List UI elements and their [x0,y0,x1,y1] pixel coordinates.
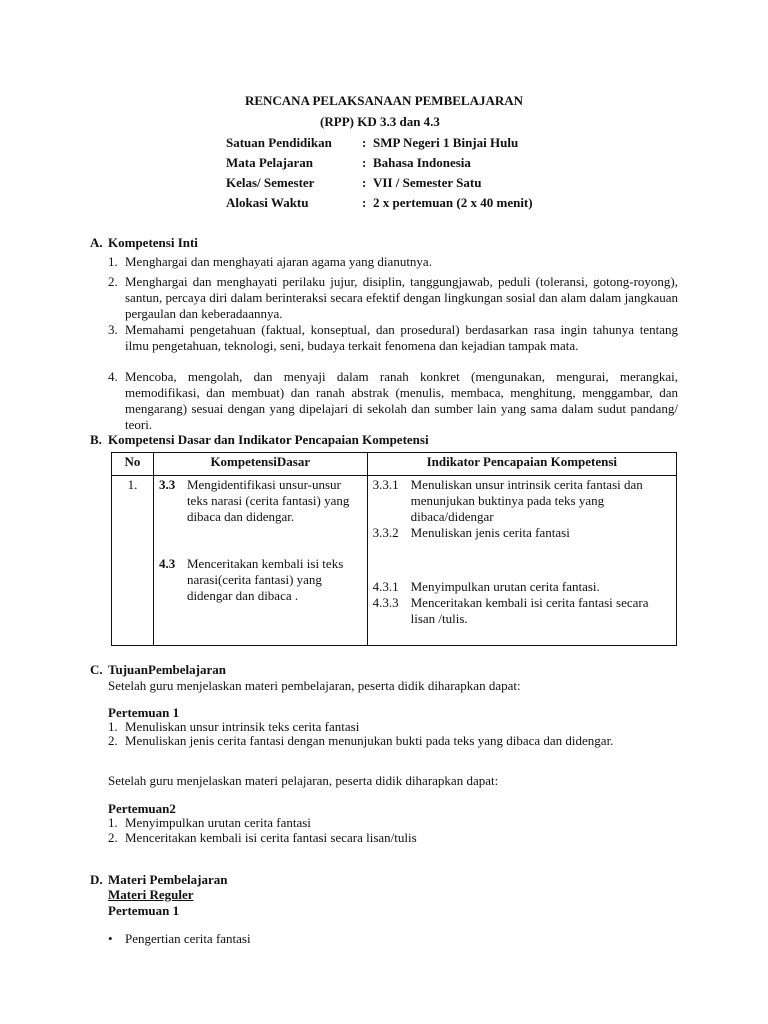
material-subtitle: Materi Reguler [108,887,194,902]
meta-colon: : [362,135,367,150]
list-item: 2. Menceritakan kembali isi cerita fantasi secara lisan/tulis [108,830,417,845]
page-title: RENCANA PELAKSANAAN PEMBELAJARAN [244,93,524,108]
meeting-title: Pertemuan 1 [108,705,180,720]
meta-row-satuan [226,135,626,155]
meta-colon: : [362,175,367,190]
list-item: 2. Menuliskan jenis cerita fantasi dengan menunjukan bukti pada teks yang dibaca dan didengar. [108,733,614,748]
table-cell-no: 1. [112,476,154,646]
table-row [112,476,677,646]
list-item: 1. Menuliskan unsur intrinsik teks cerita fantasi [108,719,360,734]
section-b-heading: B. Kompetensi Dasar dan Indikator Pencapaian Kompetensi [90,432,429,447]
section-d-heading: D. Materi Pembelajaran [90,872,228,887]
section-a-heading: A. Kompetensi Inti [90,235,198,250]
table-header-row [112,453,677,476]
kd-entry: 3.3 Mengidentifikasi unsur-unsur teks narasi (cerita fantasi) yang dibaca dan didengar. [158,477,350,524]
meeting-title: Pertemuan2 [108,801,176,816]
section-c-heading: C. TujuanPembelajaran [90,662,226,677]
table-cell-kd [153,476,367,646]
table-header-cell: Indikator Pencapaian Kompetensi [367,453,676,476]
table-header-cell: No [112,453,154,476]
meta-label: Kelas/ Semester [226,175,315,190]
list-item: 2. Menghargai dan menghayati perilaku jujur, disiplin, tanggungjawab, peduli (toleransi, gotong-royong), santun, percaya diri dalam berinteraksi secara efektif dengan lingkungan sosial dan alam dalam jangkauan pergaulan dan keberadaannya. [108,274,678,321]
meta-label: Alokasi Waktu [226,195,309,210]
competency-table [111,452,677,646]
list-item: 1. Menyimpulkan urutan cerita fantasi [108,815,311,830]
meta-value: Bahasa Indonesia [373,155,471,170]
meta-value: SMP Negeri 1 Binjai Hulu [373,135,519,150]
page-subtitle: (RPP) KD 3.3 dan 4.3 [320,114,440,129]
meta-value: VII / Semester Satu [373,175,482,190]
list-item: 3. Memahami pengetahuan (faktual, konseptual, dan prosedural) berdasarkan rasa ingin tahunya tentang ilmu pengetahuan, teknologi, seni, budaya terkait fenomena dan kejadian tampak mata. [108,322,678,353]
kd-entry: 4.3 Menceritakan kembali isi teks narasi(cerita fantasi) yang didengar dan dibaca . [158,556,344,603]
list-item: 4. Mencoba, mengolah, dan menyaji dalam ranah konkret (mengunakan, mengurai, merangkai, memodifikasi, dan membuat) dan ranah abstrak (menulis, membaca, menghitung, menggambar, dan mengarang) sesuai dengan yang dipelajari di sekolah dan sumber lain yang sama dalam sudut pandang/ teori. [108,369,678,432]
objective-intro: Setelah guru menjelaskan materi pelajaran, peserta didik diharapkan dapat: [108,773,499,788]
bullet-icon: • [108,931,113,946]
objective-intro: Setelah guru menjelaskan materi pembelajaran, peserta didik diharapkan dapat: [108,678,521,693]
meeting-title: Pertemuan 1 [108,903,180,918]
meta-row-kelas [226,175,626,195]
meta-colon: : [362,155,367,170]
meta-row-alokasi [226,195,626,215]
meta-colon: : [362,195,367,210]
indicator-entry: 4.3.3 Menceritakan kembali isi cerita fantasi secara lisan /tulis. [372,595,649,626]
meta-value: 2 x pertemuan (2 x 40 menit) [373,195,533,210]
meta-label: Mata Pelajaran [226,155,314,170]
list-item: 1. Menghargai dan menghayati ajaran agama yang dianutnya. [108,254,432,269]
indicator-entry: 3.3.1 Menuliskan unsur intrinsik cerita fantasi dan menunjukan buktinya pada teks yang dibaca/didengar [372,477,643,524]
table-cell-indicators [367,476,676,646]
indicator-entry: 4.3.1 Menyimpulkan urutan cerita fantasi. [372,579,600,594]
list-item: • Pengertian cerita fantasi [108,931,251,946]
meta-row-mapel [226,155,626,175]
meta-label: Satuan Pendidikan [226,135,332,150]
indicator-entry: 3.3.2 Menuliskan jenis cerita fantasi [372,525,570,540]
table-header-cell: KompetensiDasar [153,453,367,476]
